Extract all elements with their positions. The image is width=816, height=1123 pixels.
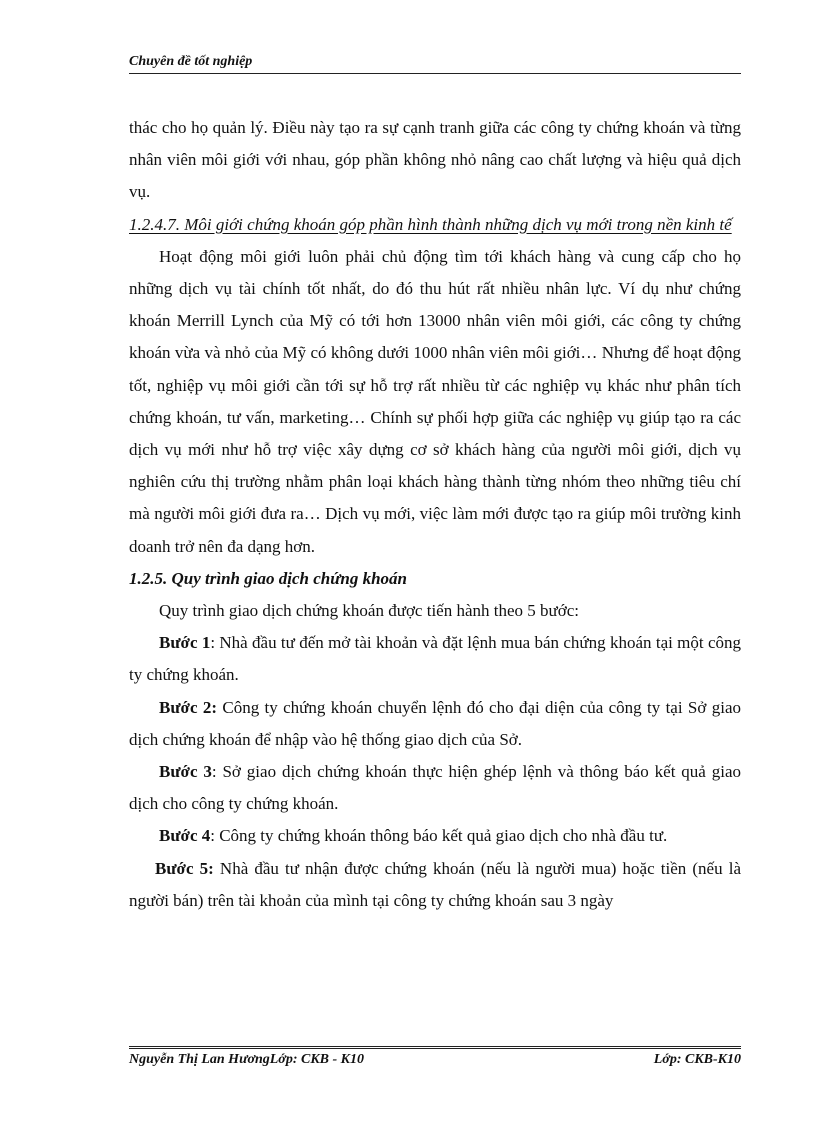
- section-heading-1-2-4-7: 1.2.4.7. Môi giới chứng khoán góp phần hình thành những dịch vụ mới trong nền kinh tế: [129, 214, 732, 234]
- header-title: Chuyên đề tốt nghiệp: [129, 54, 253, 69]
- step-4-text: : Công ty chứng khoán thông báo kết quả giao dịch cho nhà đầu tư.: [210, 826, 668, 846]
- step-2-label: Bước 2:: [159, 697, 218, 717]
- step-2-text: Công ty chứng khoán chuyển lệnh đó cho đại diện của công ty tại Sở giao dịch chứng khoán để nhập vào hệ thống giao dịch của Sở.: [129, 697, 741, 749]
- paragraph-1: thác cho họ quản lý. Điều này tạo ra sự cạnh tranh giữa các công ty chứng khoán và từng nhân viên môi giới với nhau, góp phần không nhỏ nâng cao chất lượng và hiệu quả dịch vụ.: [129, 118, 741, 202]
- document-body: [129, 112, 741, 917]
- step-4-label: Bước 4: [159, 826, 211, 846]
- paragraph-3: Quy trình giao dịch chứng khoán được tiến hành theo 5 bước:: [159, 601, 580, 621]
- step-2: [129, 692, 741, 756]
- step-1: [129, 627, 741, 691]
- footer-class: Lớp: CKB-K10: [653, 1052, 741, 1067]
- page-header: [129, 54, 741, 74]
- paragraph-2: Hoạt động môi giới luôn phải chủ động tìm tới khách hàng và cung cấp cho họ những dịch vụ tài chính tốt nhất, do đó thu hút rất nhiều nhân lực. Ví dụ như chứng khoán Merrill Lynch của Mỹ có tới hơn 13000 nhân viên môi giới, các công ty chứng khoán vừa và nhỏ của Mỹ có không dưới 1000 nhân viên môi giới… Nhưng để hoạt động tốt, nghiệp vụ môi giới cần tới sự hỗ trợ rất nhiều từ các nghiệp vụ khác như phân tích chứng khoán, tư vấn, marketing… Chính sự phối hợp giữa các nghiệp vụ giúp tạo ra các dịch vụ mới như hỗ trợ việc xây dựng cơ sở khách hàng của người môi giới, dịch vụ nghiên cứu thị trường nhằm phân loại khách hàng thành từng nhóm theo những tiêu chí mà người môi giới đưa ra… Dịch vụ mới, việc làm mới được tạo ra giúp môi trường kinh doanh trở nên đa dạng hơn.: [129, 246, 741, 556]
- step-4: [129, 820, 741, 852]
- step-3: [129, 756, 741, 820]
- step-3-label: Bước 3: [159, 762, 212, 782]
- step-5: [129, 853, 741, 917]
- section-heading-1-2-5: 1.2.5. Quy trình giao dịch chứng khoán: [129, 568, 407, 588]
- step-1-label: Bước 1: [159, 633, 211, 653]
- step-5-label: Bước 5:: [155, 858, 214, 878]
- page-footer: [129, 1046, 741, 1068]
- step-1-text: : Nhà đầu tư đến mở tài khoản và đặt lệnh mua bán chứng khoán tại một công ty chứng khoán.: [129, 633, 742, 685]
- step-5-text: Nhà đầu tư nhận được chứng khoán (nếu là người mua) hoặc tiền (nếu là người bán) trên tài khoản của mình tại công ty chứng khoán sau 3 ngày: [129, 858, 741, 910]
- step-3-text: : Sở giao dịch chứng khoán thực hiện ghép lệnh và thông báo kết quả giao dịch cho công ty chứng khoán.: [129, 762, 741, 814]
- footer-author: Nguyễn Thị Lan HươngLớp: CKB - K10: [129, 1052, 364, 1067]
